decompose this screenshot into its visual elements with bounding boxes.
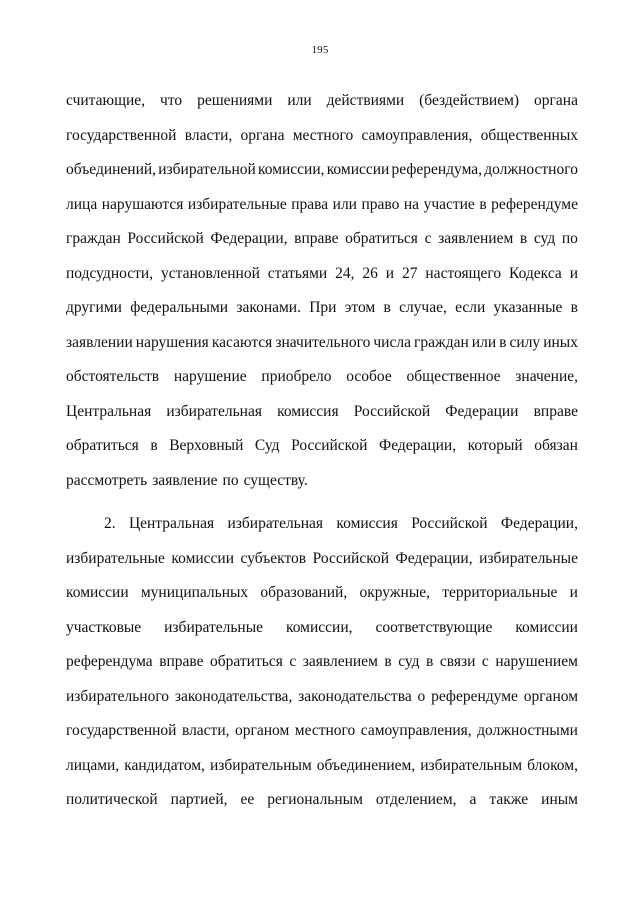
- text-line: участковые избирательные комиссии, соответствующие комиссии: [66, 618, 578, 636]
- text-line: Центральная избирательная комиссия Российской Федерации вправе: [66, 402, 578, 420]
- text-line: заявлении нарушения касаются значительного числа граждан или в силу иных: [66, 333, 578, 351]
- text-line: объединений, избирательной комиссии, комиссии референдума, должностного: [66, 161, 578, 179]
- text-line: считающие, что решениями или действиями (бездействием) органа: [66, 92, 578, 109]
- text-line: обратиться в Верховный Суд Российской Федерации, который обязан: [66, 437, 578, 455]
- text-line: избирательного законодательства, законодательства о референдуме органом: [66, 687, 578, 705]
- text-line: граждан Российской Федерации, вправе обратиться с заявлением в суд по: [66, 230, 578, 248]
- text-line: другими федеральными законами. При этом в случае, если указанные в: [66, 299, 578, 317]
- text-line: политической партией, ее региональным отделением, а также иным: [66, 791, 578, 809]
- page-number: 195: [311, 44, 329, 56]
- text-line: государственной власти, органа местного самоуправления, общественных: [66, 126, 578, 144]
- text-line: подсудности, установленной статьями 24, 26 и 27 настоящего Кодекса и: [66, 264, 578, 282]
- text-line: обстоятельств нарушение приобрело особое общественное значение,: [66, 368, 578, 386]
- text-line: референдума вправе обратиться с заявлением в суд в связи с нарушением: [66, 653, 578, 671]
- text-line: комиссии муниципальных образований, окружные, территориальные и: [66, 584, 578, 602]
- text-line: рассмотреть заявление по существу.: [66, 472, 308, 490]
- text-line: лицами, кандидатом, избирательным объединением, избирательным блоком,: [66, 756, 578, 774]
- text-line: 2. Центральная избирательная комиссия Российской Федерации,: [104, 515, 578, 532]
- text-line: избирательные комиссии субъектов Российской Федерации, избирательные: [66, 549, 578, 567]
- paragraph-2: [66, 507, 578, 818]
- text-line: лица нарушаются избирательные права или право на участие в референдуме: [66, 195, 578, 213]
- paragraph-1: [66, 84, 578, 499]
- text-line: государственной власти, органом местного самоуправления, должностными: [66, 722, 578, 740]
